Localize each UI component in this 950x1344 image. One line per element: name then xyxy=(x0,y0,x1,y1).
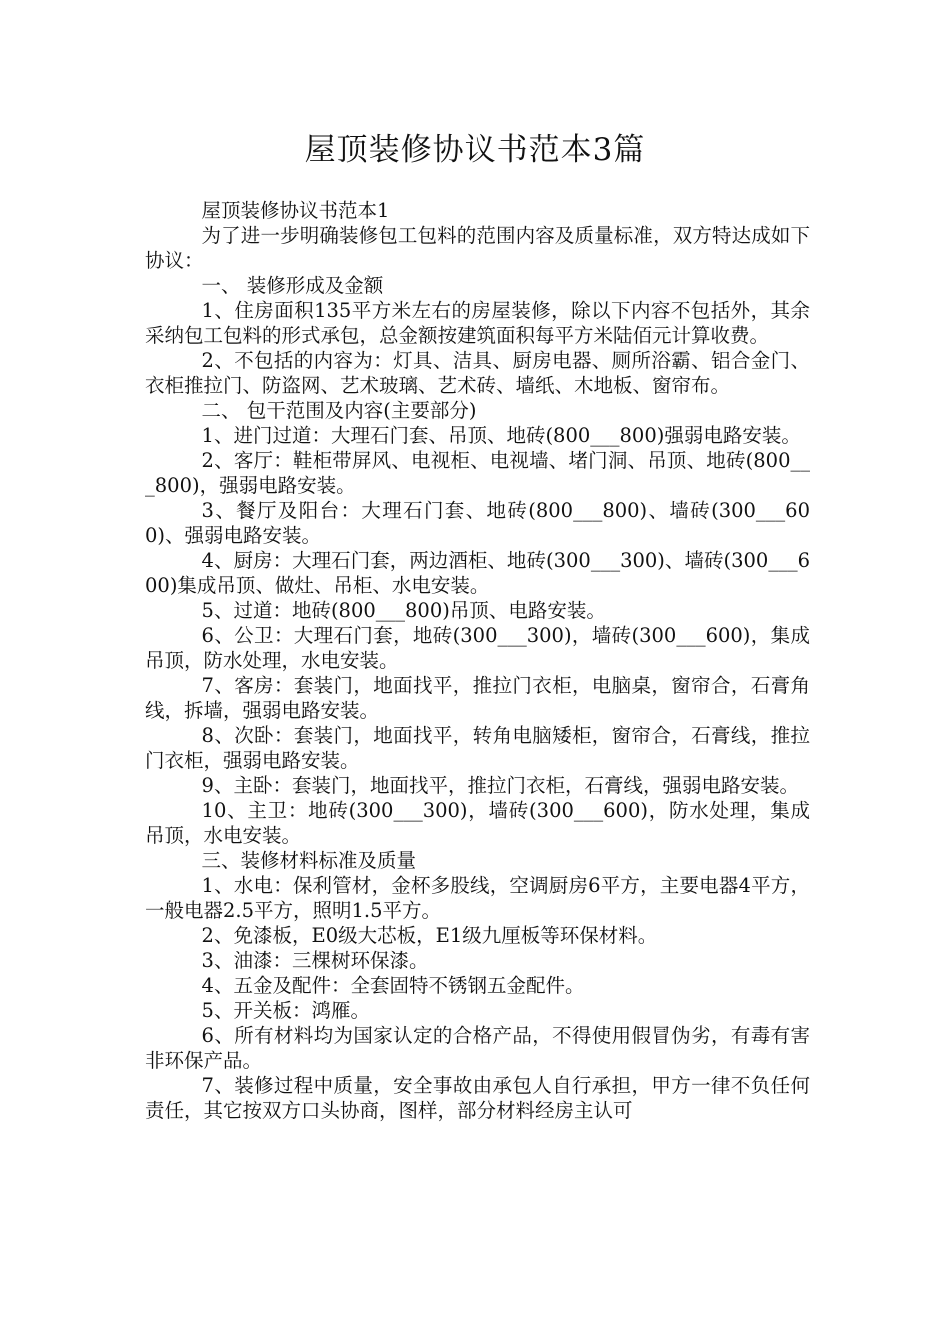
document-title: 屋顶装修协议书范本3篇 xyxy=(304,132,646,168)
paragraph: 2、免漆板，E0级大芯板，E1级九厘板等环保材料。 xyxy=(201,924,658,947)
paragraph: 为了进一步明确装修包工包料的范围内容及质量标准，双方特达成如下协议： xyxy=(145,224,810,272)
paragraph: 3、餐厅及阳台：大理石门套、地砖(800___800)、墙砖(300___600)、强弱电路安装。 xyxy=(145,499,810,547)
paragraph: 2、客厅：鞋柜带屏风、电视柜、电视墙、堵门洞、吊顶、地砖(800___800)，强弱电路安装。 xyxy=(145,449,810,497)
paragraph: 10、主卫：地砖(300___300)，墙砖(300___600)，防水处理，集成吊顶，水电安装。 xyxy=(145,799,810,847)
paragraph: 9、主卧：套装门，地面找平，推拉门衣柜，石膏线，强弱电路安装。 xyxy=(201,774,799,797)
paragraph: 5、开关板：鸿雁。 xyxy=(201,999,370,1022)
paragraph: 6、所有材料均为国家认定的合格产品，不得使用假冒伪劣，有毒有害非环保产品。 xyxy=(145,1024,810,1072)
section-heading: 二、 包干范围及内容(主要部分) xyxy=(201,399,477,422)
paragraph: 2、不包括的内容为：灯具、洁具、厨房电器、厕所浴霸、铝合金门、衣柜推拉门、防盗网、艺术玻璃、艺术砖、墙纸、木地板、窗帘布。 xyxy=(145,349,810,397)
paragraph: 3、油漆：三棵树环保漆。 xyxy=(201,949,429,972)
section-title: 屋顶装修协议书范本1 xyxy=(201,199,390,222)
paragraph: 7、装修过程中质量，安全事故由承包人自行承担，甲方一律不负任何责任，其它按双方口头协商，图样，部分材料经房主认可 xyxy=(145,1074,810,1122)
paragraph: 1、水电：保利管材，金杯多股线，空调厨房6平方，主要电器4平方，一般电器2.5平方，照明1.5平方。 xyxy=(145,874,810,922)
paragraph: 5、过道：地砖(800___800)吊顶、电路安装。 xyxy=(201,599,606,622)
paragraph: 6、公卫：大理石门套，地砖(300___300)，墙砖(300___600)，集成吊顶，防水处理，水电安装。 xyxy=(145,624,810,672)
paragraph: 1、住房面积135平方米左右的房屋装修，除以下内容不包括外，其余采纳包工包料的形式承包，总金额按建筑面积每平方米陆佰元计算收费。 xyxy=(145,299,810,347)
paragraph: 4、厨房：大理石门套，两边酒柜、地砖(300___300)、墙砖(300___600)集成吊顶、做灶、吊柜、水电安装。 xyxy=(145,549,810,597)
paragraph: 8、次卧：套装门，地面找平，转角电脑矮柜，窗帘合，石膏线，推拉门衣柜，强弱电路安装。 xyxy=(145,724,810,772)
paragraph: 7、客房：套装门，地面找平，推拉门衣柜，电脑桌，窗帘合，石膏角线，拆墙，强弱电路安装。 xyxy=(145,674,810,722)
section-heading: 三、装修材料标准及质量 xyxy=(201,849,417,872)
section-heading: 一、 装修形成及金额 xyxy=(201,274,384,297)
paragraph: 4、五金及配件：全套固特不锈钢五金配件。 xyxy=(201,974,585,997)
paragraph: 1、进门过道：大理石门套、吊顶、地砖(800___800)强弱电路安装。 xyxy=(201,424,801,447)
document-body xyxy=(145,198,810,1123)
